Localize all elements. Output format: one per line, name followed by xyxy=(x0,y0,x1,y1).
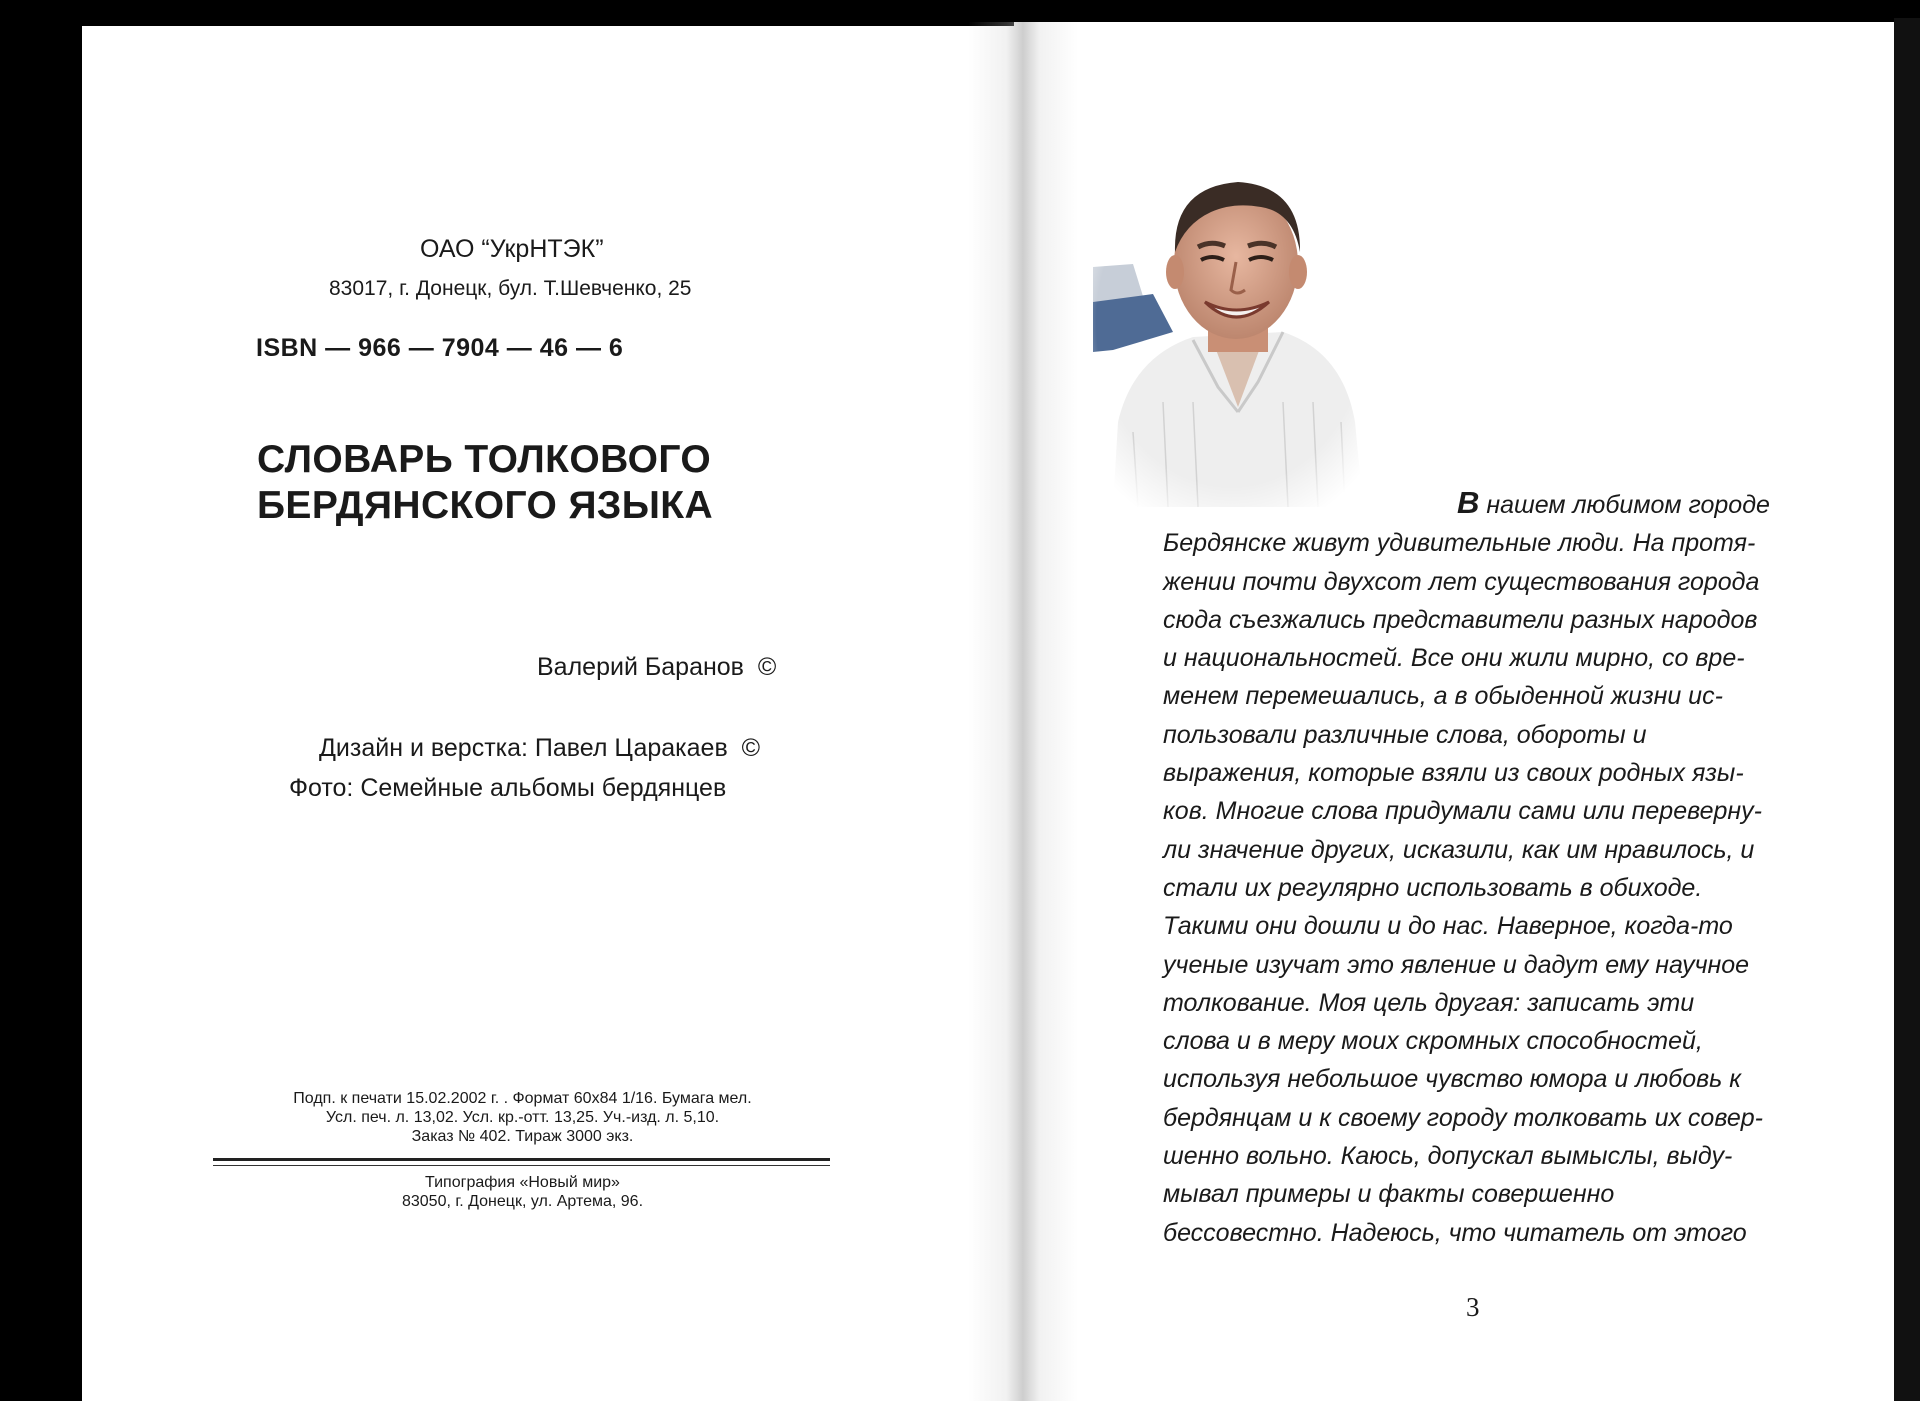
intro-line: менем перемешались, а в обыденной жизни ис- xyxy=(1163,682,1723,711)
intro-line: ков. Многие слова придумали сами или переверну- xyxy=(1163,797,1762,826)
intro-line: и национальностей. Все они жили мирно, со вре- xyxy=(1163,644,1745,673)
intro-line: Бердянске живут удивительные люди. На протя- xyxy=(1163,529,1756,558)
book-gutter xyxy=(968,22,1078,1401)
intro-line: мывал примеры и факты совершенно xyxy=(1163,1180,1615,1209)
printer-line: 83050, г. Донецк, ул. Артема, 96. xyxy=(401,1193,644,1210)
book-title-line: БЕРДЯНСКОГО ЯЗЫКА xyxy=(257,484,714,527)
imprint-line: Подп. к печати 15.02.2002 г. . Формат 60x84 1/16. Бумага мел. xyxy=(293,1090,752,1107)
intro-text xyxy=(1163,484,1823,1252)
imprint-block xyxy=(215,1089,830,1146)
intro-line: пользовали различные слова, обороты и xyxy=(1163,720,1647,749)
photo-credit: Фото: Семейные альбомы бердянцев xyxy=(289,774,727,802)
intro-line: слова и в меру моих скромных способностей, xyxy=(1163,1027,1703,1056)
intro-first-line xyxy=(1163,484,1823,524)
intro-line: Такими они дошли и до нас. Наверное, когда-то xyxy=(1163,912,1733,941)
intro-line: выражения, которые взяли из своих родных язы- xyxy=(1163,759,1744,788)
author-portrait xyxy=(1093,172,1370,507)
intro-line: стали их регулярно использовать в обиходе. xyxy=(1163,873,1703,902)
printer-block xyxy=(215,1173,830,1211)
intro-line: ученые изучат это явление и дадут ему научное xyxy=(1163,950,1750,979)
publisher-address: 83017, г. Донецк, бул. Т.Шевченко, 25 xyxy=(329,277,692,300)
intro-line: бердянцам и к своему городу толковать их совер- xyxy=(1163,1103,1763,1132)
intro-line: шенно вольно. Каюсь, допускал вымыслы, выду- xyxy=(1163,1142,1733,1171)
imprint-line: Заказ № 402. Тираж 3000 экз. xyxy=(411,1128,634,1145)
printer-line: Типография «Новый мир» xyxy=(425,1174,620,1191)
book-title xyxy=(257,437,713,529)
intro-line: бессовестно. Надеюсь, что читатель от этого xyxy=(1163,1218,1747,1247)
intro-first-line-text: нашем любимом городе xyxy=(1479,491,1770,519)
imprint-rule xyxy=(213,1158,830,1161)
page-edge xyxy=(1894,18,1920,1401)
intro-line: жении почти двухсот лет существования города xyxy=(1163,567,1760,596)
intro-line: ли значение других, исказили, как им нравилось, и xyxy=(1163,835,1755,864)
publisher-name: ОАО “УкрНТЭК” xyxy=(420,235,604,263)
page-number: 3 xyxy=(1466,1292,1480,1322)
imprint-line: Усл. печ. л. 13,02. Усл. кр.-отт. 13,25. Уч.-изд. л. 5,10. xyxy=(325,1109,720,1126)
intro-line: толкование. Моя цель другая: записать эти xyxy=(1163,988,1695,1017)
imprint-rule xyxy=(213,1165,830,1166)
author-credit: Валерий Баранов © xyxy=(537,653,777,681)
intro-line: используя небольшое чувство юмора и любовь к xyxy=(1163,1065,1742,1094)
dropcap-letter: В xyxy=(1457,485,1480,520)
book-title-line: СЛОВАРЬ ТОЛКОВОГО xyxy=(257,438,712,481)
design-credit: Дизайн и верстка: Павел Царакаев © xyxy=(319,734,761,762)
isbn-number: ISBN — 966 — 7904 — 46 — 6 xyxy=(256,334,624,362)
intro-line: сюда съезжались представители разных народов xyxy=(1163,605,1758,634)
